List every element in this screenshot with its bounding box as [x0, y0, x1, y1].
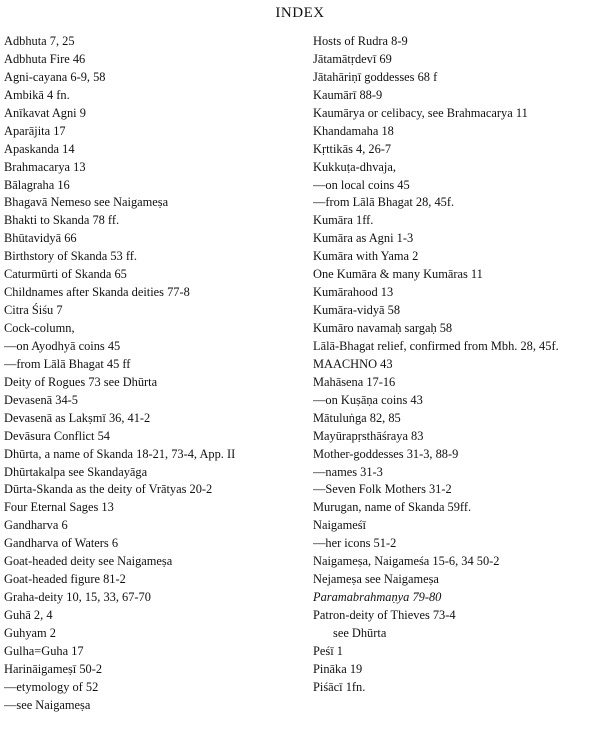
index-entry: Citra Śiśu 7 — [4, 303, 63, 318]
index-entry: Kumārahood 13 — [313, 285, 394, 300]
index-entry: Devasenā as Lakṣmī 36, 41-2 — [4, 410, 151, 425]
index-entry: Kaumārya or celibacy, see Brahmacarya 11 — [313, 105, 528, 120]
index-entry: Khandamaha 18 — [313, 123, 394, 138]
index-entry: Mātuluṅga 82, 85 — [313, 410, 401, 425]
index-entry: Dhūrtakalpa see Skandayāga — [4, 464, 148, 479]
index-entry: Murugan, name of Skanda 59ff. — [313, 500, 472, 515]
index-entry: —etymology of 52 — [4, 679, 99, 694]
index-entry: Apaskanda 14 — [4, 141, 75, 156]
index-entry: Birthstory of Skanda 53 ff. — [4, 249, 137, 264]
index-entry: Hosts of Rudra 8-9 — [313, 34, 408, 48]
index-entry: —on local coins 45 — [313, 177, 410, 192]
index-entry: Kumāra as Agni 1-3 — [313, 231, 414, 246]
index-entry: Kumāro navamaḥ sargaḥ 58 — [313, 321, 453, 335]
index-entry: Kaumārī 88-9 — [313, 87, 383, 102]
index-entry: Mahāsena 17-16 — [313, 374, 396, 389]
index-entry: Goat-headed figure 81-2 — [4, 572, 126, 587]
index-entry: —from Lālā Bhagat 45 ff — [4, 356, 131, 371]
index-entry: Childnames after Skanda deities 77-8 — [4, 285, 190, 300]
index-entry: Guhā 2, 4 — [4, 608, 53, 622]
index-subentry: see Dhūrta — [333, 625, 387, 640]
index-entry: Devāsura Conflict 54 — [4, 428, 110, 443]
index-entry: Kumāra-vidyā 58 — [313, 303, 401, 318]
index-entry: Bhagavā Nemeso see Naigameṣa — [4, 195, 169, 210]
index-entry: Adbhuta Fire 46 — [4, 51, 86, 66]
index-entry: Mother-goddesses 31-3, 88-9 — [313, 446, 459, 461]
index-entry: —from Lālā Bhagat 28, 45f. — [313, 195, 455, 210]
index-entry: Dūrta-Skanda as the deity of Vrātyas 20-2 — [4, 482, 213, 497]
index-entry: Bhūtavidyā 66 — [4, 231, 77, 246]
index-entry: Jātamātṛdevī 69 — [313, 51, 392, 66]
index-entry: Anīkavat Agni 9 — [4, 105, 86, 120]
index-entry: Gulha=Guha 17 — [4, 643, 84, 658]
index-entry: Caturmūrti of Skanda 65 — [4, 267, 127, 282]
index-entry: Paramabrahmaṇya 79-80 — [313, 590, 442, 605]
index-entry: Peśī 1 — [313, 643, 343, 658]
index-entry: One Kumāra & many Kumāras 11 — [313, 267, 483, 282]
index-entry: Deity of Rogues 73 see Dhūrta — [4, 374, 158, 389]
index-entry: —see Naigameṣa — [4, 697, 91, 712]
index-entry: Naigameṣa, Naigameśa 15-6, 34 50-2 — [313, 554, 500, 569]
index-entry: —names 31-3 — [313, 464, 383, 479]
index-entry: Graha-deity 10, 15, 33, 67-70 — [4, 590, 151, 605]
index-entry: Aparājita 17 — [4, 123, 66, 138]
index-entry: —Seven Folk Mothers 31-2 — [313, 482, 452, 497]
index-column-right — [313, 33, 600, 697]
index-entry: Patron-deity of Thieves 73-4 — [313, 608, 456, 622]
index-entry: Pināka 19 — [313, 661, 363, 676]
page-title: INDEX — [275, 5, 325, 21]
index-entry: —her icons 51-2 — [313, 536, 397, 551]
index-entry: Cock-column, — [4, 321, 75, 335]
index-entry: Kṛttikās 4, 26-7 — [313, 141, 392, 156]
index-entry: Gandharva 6 — [4, 518, 68, 533]
index-entry: Dhūrta, a name of Skanda 18-21, 73-4, App. II — [4, 446, 236, 461]
index-entry: Kumāra with Yama 2 — [313, 249, 419, 264]
index-entry: Naigameśī — [313, 518, 366, 533]
index-entry: Goat-headed deity see Naigameṣa — [4, 554, 173, 569]
index-entry: Four Eternal Sages 13 — [4, 500, 114, 515]
index-entry: Lālā-Bhagat relief, confirmed from Mbh. 28, 45f. — [313, 338, 559, 353]
index-entry: Devasenā 34-5 — [4, 392, 78, 407]
index-entry: Jātahāriṇī goddesses 68 f — [313, 69, 438, 84]
index-entry: Piśācī 1fn. — [313, 679, 366, 694]
index-entry: Mayūrapṛsthāśraya 83 — [313, 428, 424, 443]
index-entry: Adbhuta 7, 25 — [4, 34, 75, 48]
index-entry: Nejameṣa see Naigameṣa — [313, 572, 439, 587]
index-entry: Kumāra 1ff. — [313, 213, 374, 228]
index-entry: MAACHNO 43 — [313, 356, 393, 371]
index-entry: —on Kuṣāṇa coins 43 — [313, 392, 423, 407]
index-entry: Ambikā 4 fn. — [4, 87, 70, 102]
index-entry: Kukkuṭa-dhvaja, — [313, 159, 396, 174]
index-entry: Bālagraha 16 — [4, 177, 70, 192]
index-entry: Harināigameṣī 50-2 — [4, 661, 103, 676]
index-entry: Bhakti to Skanda 78 ff. — [4, 213, 120, 228]
index-column-left — [4, 33, 296, 715]
index-entry: Brahmacarya 13 — [4, 159, 86, 174]
index-entry: Guhyam 2 — [4, 625, 56, 640]
index-entry: Gandharva of Waters 6 — [4, 536, 119, 551]
index-entry: Agni-cayana 6-9, 58 — [4, 69, 106, 84]
index-entry: —on Ayodhyā coins 45 — [4, 338, 121, 353]
